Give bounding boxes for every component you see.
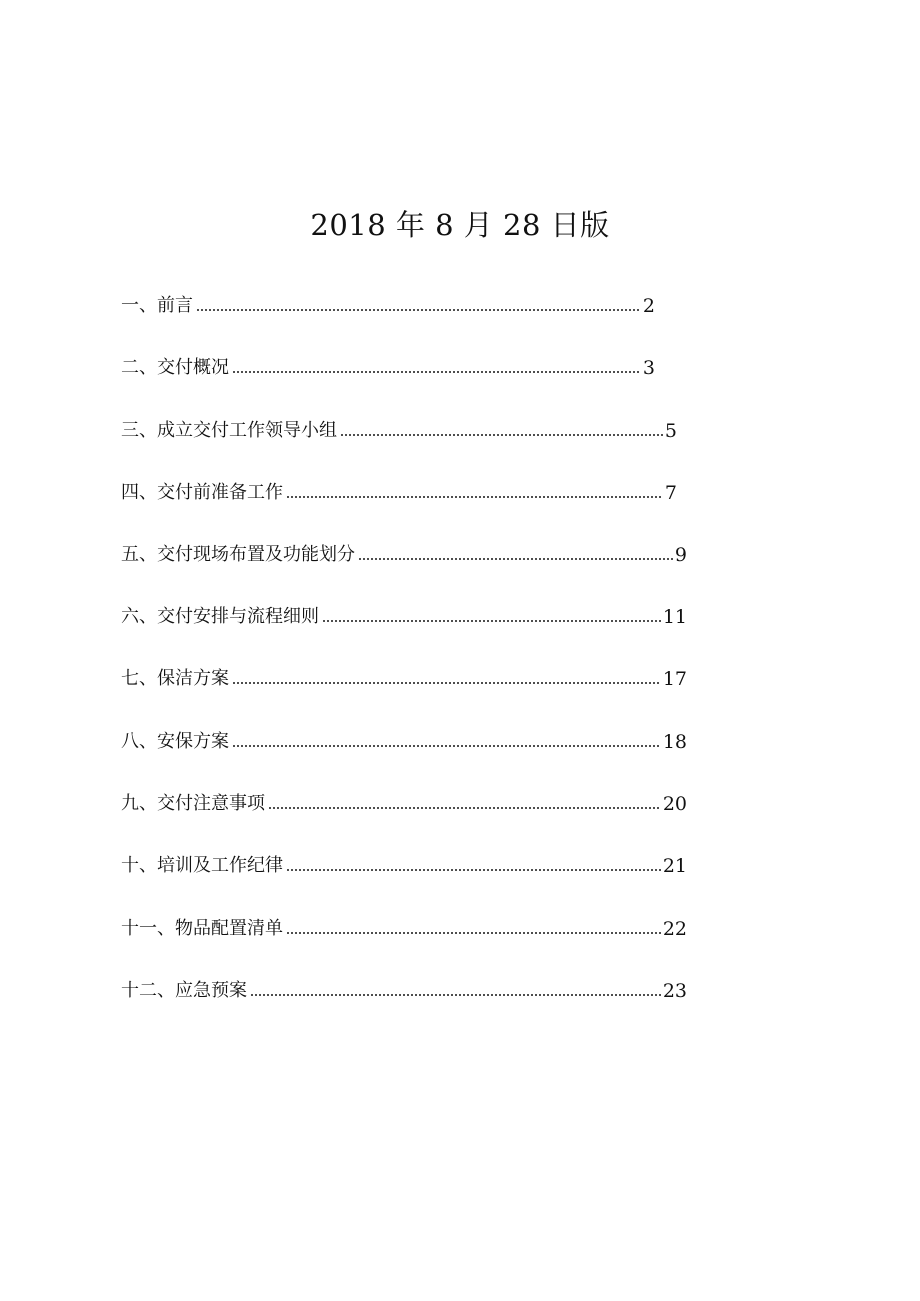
toc-entry-security-plan[interactable] — [121, 728, 687, 756]
toc-entry-overview[interactable] — [121, 354, 655, 382]
toc-entry-label: 九、交付注意事项 — [121, 793, 265, 814]
toc-entry-supplies-list[interactable] — [121, 915, 687, 943]
toc-entry-precautions[interactable] — [121, 790, 687, 818]
toc-entry-page: 9 — [674, 544, 687, 566]
toc-dot-leader — [286, 930, 661, 936]
toc-entry-page: 18 — [662, 731, 687, 753]
toc-entry-preparation[interactable] — [121, 479, 677, 507]
toc-entry-page: 21 — [662, 855, 687, 877]
toc-entry-page: 22 — [662, 918, 687, 940]
toc-entry-page: 2 — [642, 295, 655, 317]
toc-entry-training-discipline[interactable] — [121, 852, 687, 880]
toc-entry-label: 五、交付现场布置及功能划分 — [121, 544, 355, 565]
toc-dot-leader — [286, 867, 661, 873]
toc-dot-leader — [286, 494, 663, 500]
toc-entry-emergency-plan[interactable] — [121, 977, 687, 1005]
toc-entry-page: 11 — [662, 606, 687, 628]
toc-entry-page: 20 — [662, 793, 687, 815]
toc-entry-label: 十一、物品配置清单 — [121, 918, 283, 939]
toc-entry-page: 5 — [664, 420, 677, 442]
toc-entry-preface[interactable] — [121, 292, 655, 320]
toc-dot-leader — [232, 743, 661, 749]
toc-entry-process-rules[interactable] — [121, 603, 687, 631]
toc-entry-label: 一、前言 — [121, 295, 193, 316]
toc-entry-site-layout[interactable] — [121, 541, 687, 569]
toc-entry-page: 23 — [662, 980, 687, 1002]
toc-dot-leader — [268, 805, 661, 811]
toc-entry-label: 七、保洁方案 — [121, 668, 229, 689]
toc-entry-label: 三、成立交付工作领导小组 — [121, 420, 337, 441]
toc-dot-leader — [232, 680, 661, 686]
toc-entry-label: 十、培训及工作纪律 — [121, 855, 283, 876]
document-title: 2018 年 8 月 28 日版 — [310, 208, 610, 242]
toc-entry-page: 17 — [662, 668, 687, 690]
toc-entry-label: 六、交付安排与流程细则 — [121, 606, 319, 627]
toc-entry-label: 八、安保方案 — [121, 731, 229, 752]
toc-entry-page: 7 — [664, 482, 677, 504]
toc-entry-leadership-group[interactable] — [121, 417, 677, 445]
toc-entry-label: 四、交付前准备工作 — [121, 482, 283, 503]
toc-dot-leader — [322, 618, 661, 624]
toc-dot-leader — [358, 556, 673, 562]
toc-dot-leader — [250, 992, 661, 998]
toc-dot-leader — [340, 432, 663, 438]
toc-entry-label: 二、交付概况 — [121, 357, 229, 378]
toc-dot-leader — [232, 369, 641, 375]
toc-entry-cleaning-plan[interactable] — [121, 665, 687, 693]
toc-dot-leader — [196, 307, 641, 313]
toc-entry-label: 十二、应急预案 — [121, 980, 247, 1001]
toc-entry-page: 3 — [642, 357, 655, 379]
